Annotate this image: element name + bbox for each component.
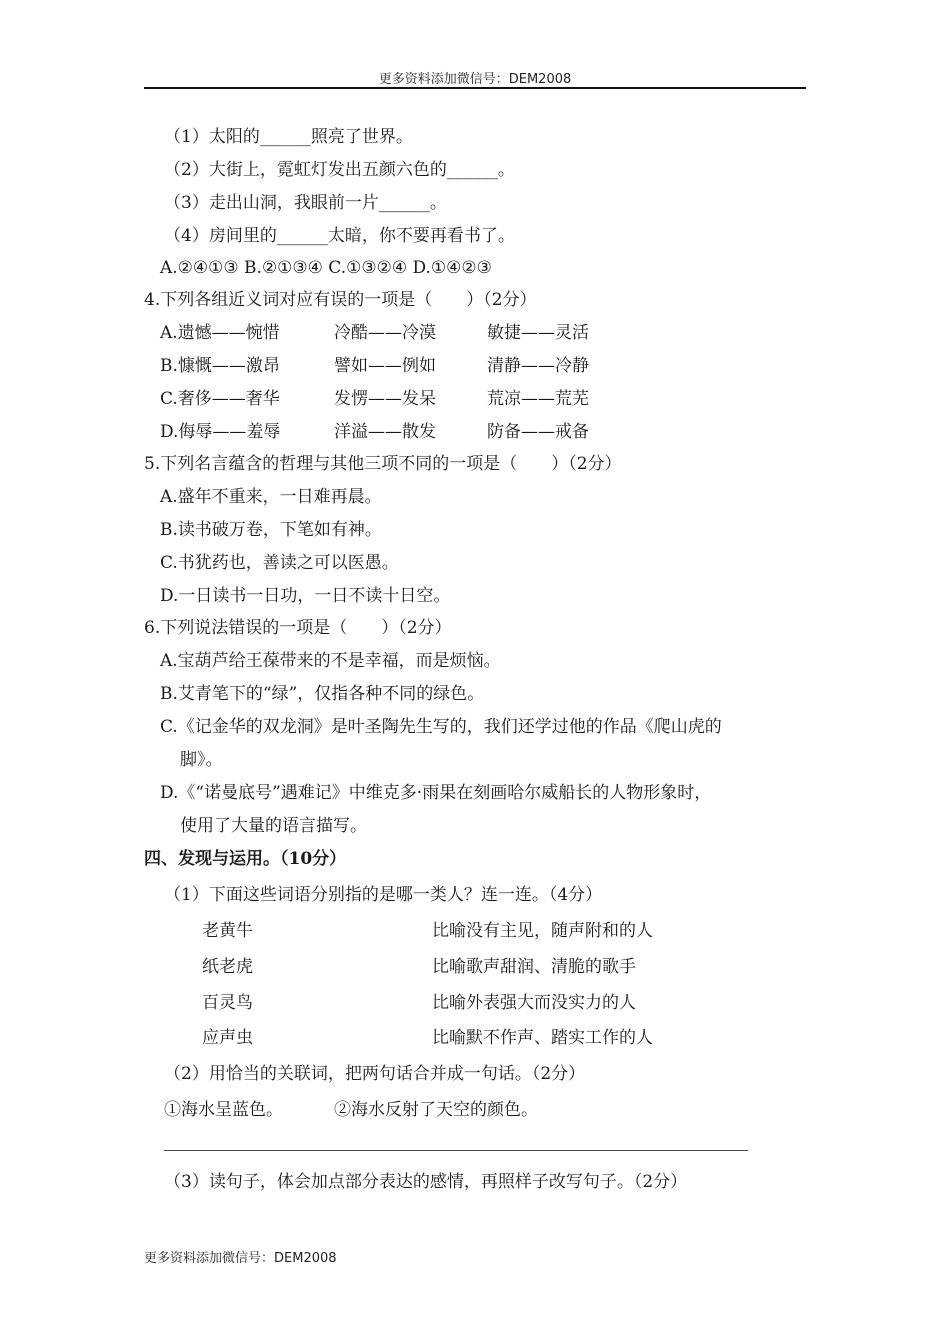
q4-c-col2: 发愣——发呆	[334, 389, 436, 409]
answer-line[interactable]	[164, 1150, 748, 1151]
q5-option-d: D.一日读书一日功，一日不读十日空。	[160, 586, 451, 606]
q5-stem: 5.下列名言蕴含的哲理与其他三项不同的一项是（ ）（2分）	[144, 454, 622, 474]
q4-b-col3: 清静——冷静	[487, 356, 589, 376]
q4-a-col2: 冷酷——冷漠	[334, 323, 436, 343]
q6-option-c-line2: 脚》。	[180, 750, 223, 770]
match-left-3: 百灵鸟	[202, 993, 253, 1013]
q4-b-col1: B.慷慨——激昂	[160, 356, 280, 376]
q5-option-c: C.书犹药也，善读之可以医愚。	[160, 553, 399, 573]
match-left-1: 老黄牛	[202, 921, 253, 941]
page-footer: 更多资料添加微信号：DEM2008	[144, 1251, 337, 1266]
match-right-4: 比喻默不作声、踏实工作的人	[432, 1028, 653, 1048]
section-title: 四、发现与运用。（10分）	[144, 849, 347, 869]
q6-option-c-line1: C.《记金华的双龙洞》是叶圣陶先生写的，我们还学过他的作品《爬山虎的	[160, 717, 722, 737]
match-left-2: 纸老虎	[202, 957, 253, 977]
header-divider	[144, 87, 806, 89]
q6-stem: 6.下列说法错误的一项是（ ）（2分）	[144, 618, 452, 638]
s4-part2-sentence-2: ②海水反射了天空的颜色。	[334, 1100, 538, 1120]
q4-d-col1: D.侮辱——羞辱	[160, 422, 281, 442]
q3-item-4: （4）房间里的______太暗，你不要再看书了。	[164, 226, 515, 246]
s4-part1-stem: （1）下面这些词语分别指的是哪一类人？连一连。（4分）	[164, 885, 603, 905]
s4-part2-stem: （2）用恰当的关联词，把两句话合并成一句话。（2分）	[164, 1064, 586, 1084]
q4-stem: 4.下列各组近义词对应有误的一项是（ ）（2分）	[144, 290, 537, 310]
s4-part3-stem: （3）读句子，体会加点部分表达的感情，再照样子改写句子。（2分）	[164, 1172, 688, 1192]
q6-option-d-line1: D.《“诺曼底号”遇难记》中维克多·雨果在刻画哈尔威船长的人物形象时，	[160, 783, 712, 803]
q5-option-b: B.读书破万卷，下笔如有神。	[160, 520, 382, 540]
q4-a-col1: A.遗憾——惋惜	[160, 323, 280, 343]
q4-d-col3: 防备——戒备	[487, 422, 589, 442]
q3-options: A.②④①③ B.②①③④ C.①③②④ D.①④②③	[160, 258, 492, 278]
q4-b-col2: 譬如——例如	[334, 356, 436, 376]
match-left-4: 应声虫	[202, 1028, 253, 1048]
q4-c-col3: 荒凉——荒芜	[487, 389, 589, 409]
match-right-2: 比喻歌声甜润、清脆的歌手	[432, 957, 636, 977]
match-right-3: 比喻外表强大而没实力的人	[432, 993, 636, 1013]
q6-option-d-line2: 使用了大量的语言描写。	[180, 816, 367, 836]
s4-part2-sentence-1: ①海水呈蓝色。	[164, 1100, 283, 1120]
q4-a-col3: 敏捷——灵活	[487, 323, 589, 343]
q4-c-col1: C.奢侈——奢华	[160, 389, 280, 409]
q3-item-2: （2）大街上，霓虹灯发出五颜六色的______。	[164, 160, 515, 180]
page-header: 更多资料添加微信号：DEM2008	[378, 72, 572, 87]
q4-d-col2: 洋溢——散发	[334, 422, 436, 442]
q6-option-a: A.宝葫芦给王葆带来的不是幸福，而是烦恼。	[160, 651, 501, 671]
q3-item-1: （1）太阳的______照亮了世界。	[164, 127, 413, 147]
q5-option-a: A.盛年不重来，一日难再晨。	[160, 487, 382, 507]
match-right-1: 比喻没有主见，随声附和的人	[432, 921, 653, 941]
q3-item-3: （3）走出山洞，我眼前一片______。	[164, 193, 447, 213]
q6-option-b: B.艾青笔下的“绿”，仅指各种不同的绿色。	[160, 684, 485, 704]
